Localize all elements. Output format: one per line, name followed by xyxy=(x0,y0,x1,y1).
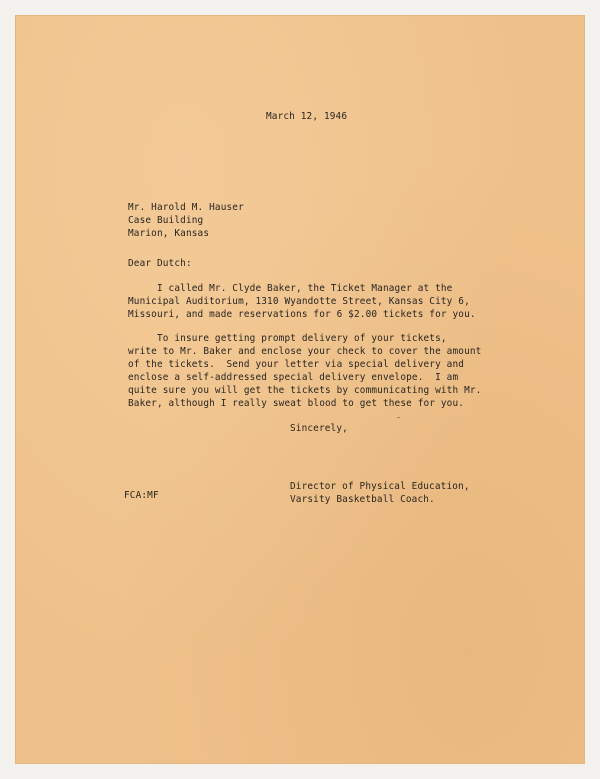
paragraph-1-line-2: Municipal Auditorium, 1310 Wyandotte Street, Kansas City 6, xyxy=(128,296,470,307)
letter-page xyxy=(16,16,584,763)
recipient-building: Case Building xyxy=(128,215,204,226)
recipient-name: Mr. Harold M. Hauser xyxy=(128,202,244,213)
paragraph-2-line-4: enclose a self-addressed special delivery envelope. I am xyxy=(128,372,459,383)
signature-title-2: Varsity Basketball Coach. xyxy=(290,494,435,505)
paragraph-2-line-5: quite sure you will get the tickets by communicating with Mr. xyxy=(128,385,482,396)
salutation: Dear Dutch: xyxy=(128,258,192,269)
signature-title-1: Director of Physical Education, xyxy=(290,481,470,492)
typist-initials: FCA:MF xyxy=(124,490,159,501)
closing: Sincerely, xyxy=(290,423,348,434)
paragraph-2-line-6: Baker, although I really sweat blood to get these for you. xyxy=(128,398,465,409)
recipient-city: Marion, Kansas xyxy=(128,228,210,239)
paragraph-2-line-2: write to Mr. Baker and enclose your check to cover the amount xyxy=(128,346,482,357)
paragraph-1-line-1: I called Mr. Clyde Baker, the Ticket Manager at the xyxy=(128,283,453,294)
paragraph-2-line-1: To insure getting prompt delivery of your tickets, xyxy=(128,333,447,344)
letter-date: March 12, 1946 xyxy=(266,111,348,122)
paragraph-2-line-3: of the tickets. Send your letter via special delivery and xyxy=(128,359,465,370)
ink-mark xyxy=(397,417,400,418)
paragraph-1-line-3: Missouri, and made reservations for 6 $2.00 tickets for you. xyxy=(128,309,476,320)
